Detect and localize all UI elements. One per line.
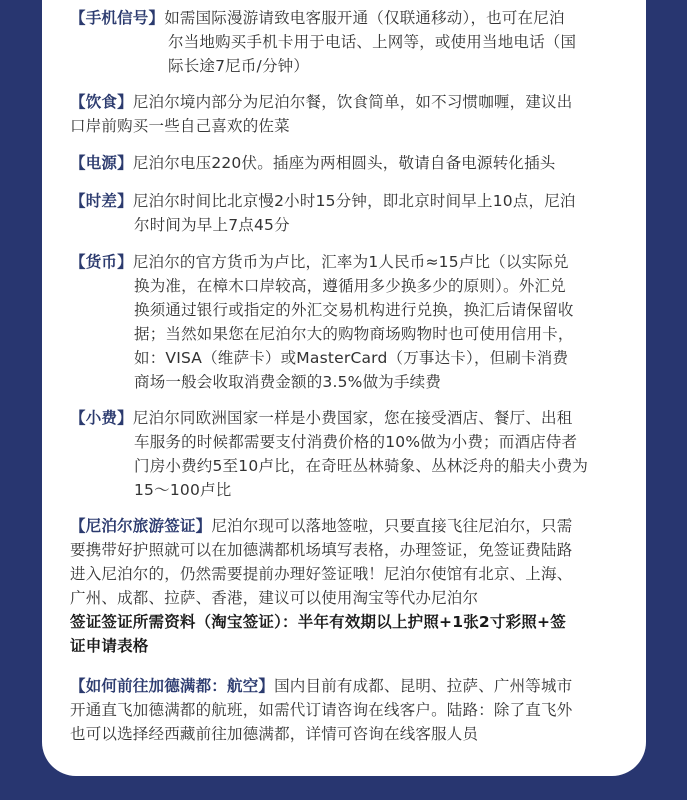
section-tag: 【电源】 xyxy=(70,154,133,172)
section-text: 国内目前有成都、昆明、拉萨、广州等城市 xyxy=(274,677,573,695)
section-tag: 【饮食】 xyxy=(70,93,133,111)
section-text: 尼泊尔电压220伏。插座为两相圆头，敬请自备电源转化插头 xyxy=(132,154,556,172)
section-how-to-get-there xyxy=(42,674,646,746)
section-phone-signal xyxy=(42,6,646,78)
section-text: 换为准，在樟木口岸较高，遵循用多少换多少的原则）。外汇兑 xyxy=(134,277,566,295)
section-text: 据；当然如果您在尼泊尔大的购物商场购物时也可使用信用卡， xyxy=(134,325,574,343)
section-text: 尼泊尔同欧洲国家一样是小费国家，您在接受酒店、餐厅、出租 xyxy=(132,409,573,427)
section-text: 尔时间为早上7点45分 xyxy=(134,216,290,234)
section-tips xyxy=(42,406,646,502)
info-card xyxy=(42,0,646,776)
section-text: 要携带好护照就可以在加德满都机场填写表格，办理签证，免签证费陆路 xyxy=(70,541,573,559)
section-text: 际长途7尼币/分钟） xyxy=(168,57,310,75)
section-text: 开通直飞加德满都的航班，如需代订请咨询在线客户。陆路：除了直飞外 xyxy=(70,701,573,719)
section-text: 尼泊尔现可以落地签啦，只要直接飞往尼泊尔，只需 xyxy=(211,517,573,535)
section-text: 商场一般会收取消费金额的3.5%做为手续费 xyxy=(134,373,442,391)
section-text: 换须通过银行或指定的外汇交易机构进行兑换，换汇后请保留收 xyxy=(134,301,574,319)
section-text: 也可以选择经西藏前往加德满都，详情可咨询在线客服人员 xyxy=(70,725,479,743)
section-text: 口岸前购买一些自己喜欢的佐菜 xyxy=(70,117,290,135)
section-text: 车服务的时候都需要支付消费价格的10%做为小费；而酒店侍者 xyxy=(134,433,578,451)
section-text: 尔当地购买手机卡用于电话、上网等，或使用当地电话（国 xyxy=(168,33,577,51)
section-tag: 【如何前往加德满都：航空】 xyxy=(70,677,275,695)
section-visa xyxy=(42,514,646,658)
section-currency xyxy=(42,250,646,394)
section-tag: 【尼泊尔旅游签证】 xyxy=(70,517,212,535)
section-text: 进入尼泊尔的，仍然需要提前办理好签证哦！尼泊尔使馆有北京、上海、 xyxy=(70,565,573,583)
visa-requirements-text: 证申请表格 xyxy=(70,637,149,655)
section-power xyxy=(42,151,646,175)
section-text: 尼泊尔时间比北京慢2小时15分钟，即北京时间早上10点，尼泊 xyxy=(132,192,576,210)
section-text: 尼泊尔的官方货币为卢比，汇率为1人民币≈15卢比（以实际兑 xyxy=(132,253,569,271)
visa-requirements-text: 签证签证所需资料（淘宝签证）：半年有效期以上护照+1张2寸彩照+签 xyxy=(70,613,566,631)
section-text: 门房小费约5至10卢比，在奇旺丛林骑象、丛林泛舟的船夫小费为 xyxy=(134,457,589,475)
section-tag: 【小费】 xyxy=(70,409,133,427)
section-time-difference xyxy=(42,189,646,237)
section-tag: 【手机信号】 xyxy=(70,9,165,27)
section-text: 尼泊尔境内部分为尼泊尔餐，饮食简单，如不习惯咖喱，建议出 xyxy=(132,93,573,111)
section-text: 如：VISA（维萨卡）或MasterCard（万事达卡），但刷卡消费 xyxy=(134,349,569,367)
section-text: 如需国际漫游请致电客服开通（仅联通移动），也可在尼泊 xyxy=(164,9,565,27)
section-food xyxy=(42,90,646,138)
section-text: 15～100卢比 xyxy=(134,481,232,499)
section-tag: 【货币】 xyxy=(70,253,133,271)
section-tag: 【时差】 xyxy=(70,192,133,210)
section-text: 广州、成都、拉萨、香港，建议可以使用淘宝等代办尼泊尔 xyxy=(70,589,479,607)
